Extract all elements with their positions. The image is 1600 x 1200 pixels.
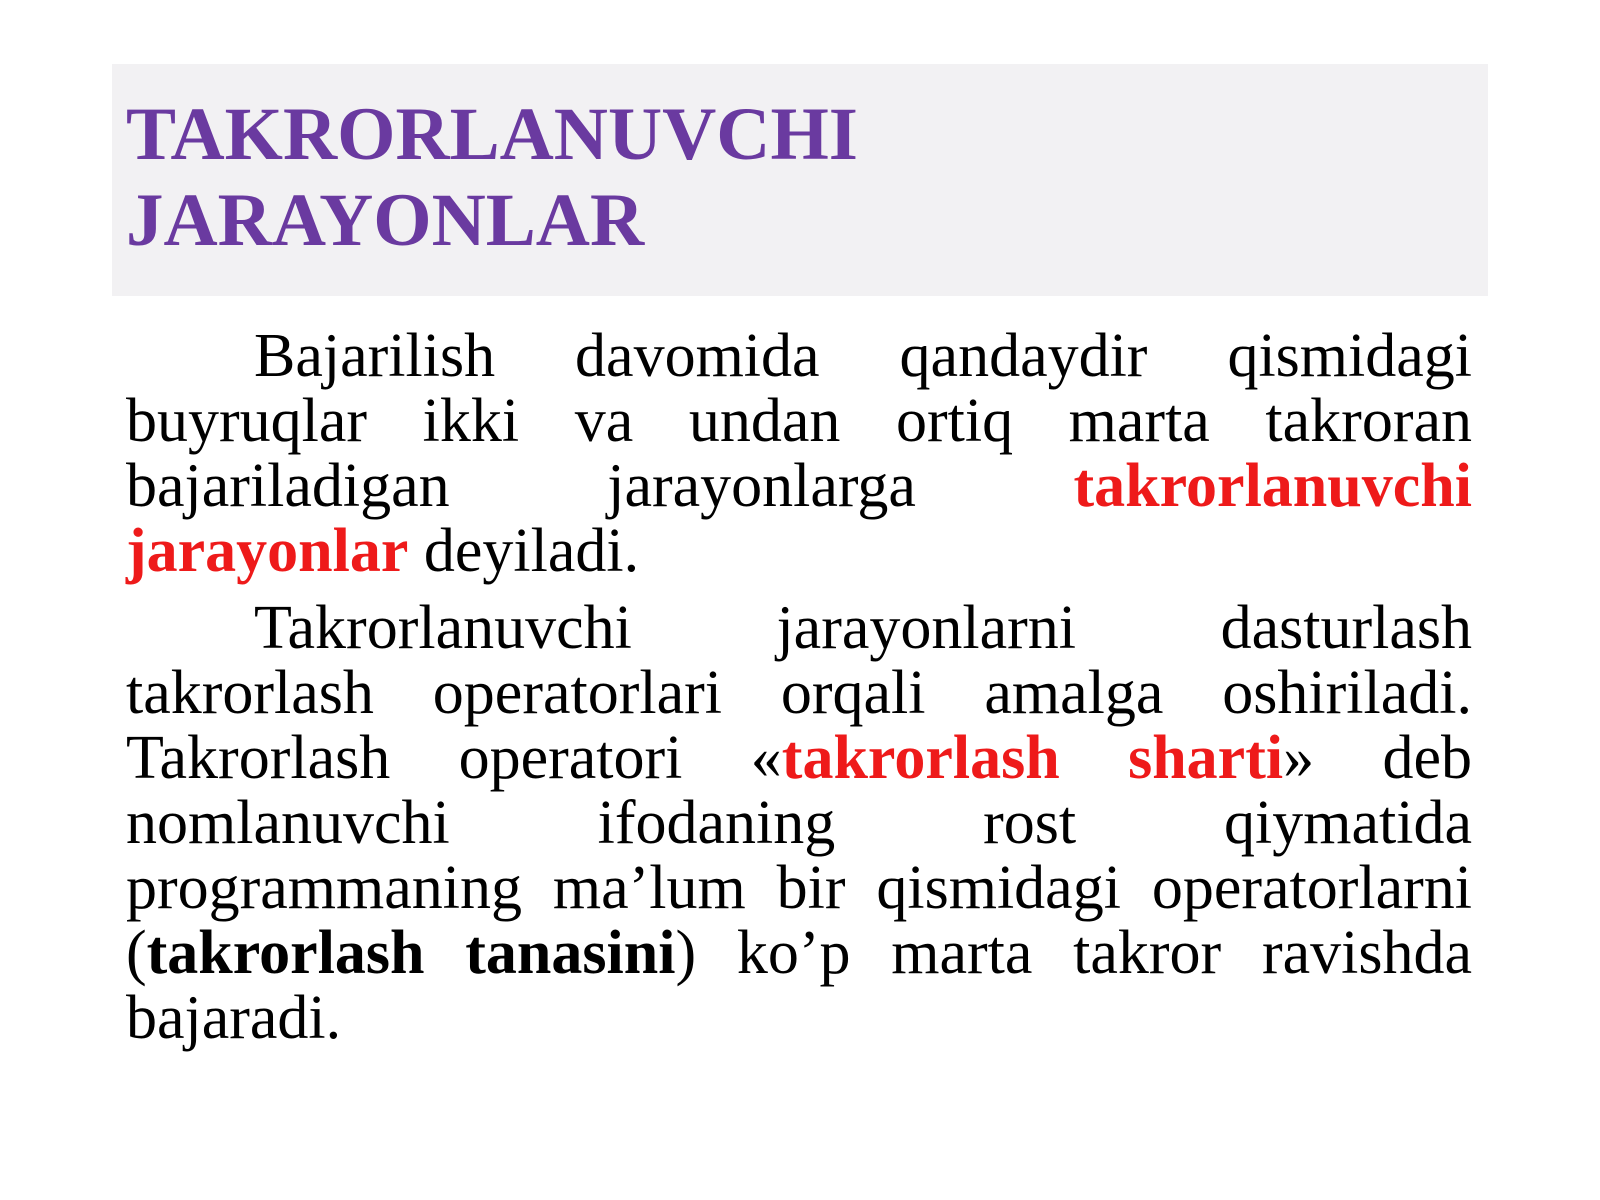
- paragraph-operators-text-after: ) ko’p marta takror ravishda bajaradi.: [126, 919, 1472, 1052]
- paragraph-operators-text-middle: » deb nomlanuvchi ifodaning rost qiymatida programmaning ma’lum bir qismidagi operatorlarni (: [126, 724, 1472, 987]
- slide-title-line-1: TAKRORLANUVCHI: [126, 93, 858, 176]
- term-takrorlash-sharti: takrorlash sharti: [781, 724, 1284, 792]
- title-box: [112, 64, 1488, 296]
- paragraph-definition-text-before: Bajarilish davomida qandaydir qismidagi buyruqlar ikki va undan ortiq marta takroran bajariladigan jarayonlarga: [126, 322, 1472, 520]
- slide-body: [126, 324, 1472, 1051]
- paragraph-definition-text-after: deyiladi.: [408, 517, 640, 585]
- paragraph-operators: [126, 596, 1472, 1051]
- term-takrorlash-tanasini: takrorlash tanasini: [146, 919, 676, 987]
- slide-title-line-2: JARAYONLAR: [126, 179, 645, 262]
- paragraph-operators-text-before: Takrorlanuvchi jarayonlarni dasturlash takrorlash operatorlari orqali amalga oshiriladi. Takrorlash operatori «: [126, 594, 1472, 792]
- paragraph-definition: [126, 324, 1472, 584]
- term-takrorlanuvchi-jarayonlar: takrorlanuvchi jarayonlar: [126, 452, 1472, 585]
